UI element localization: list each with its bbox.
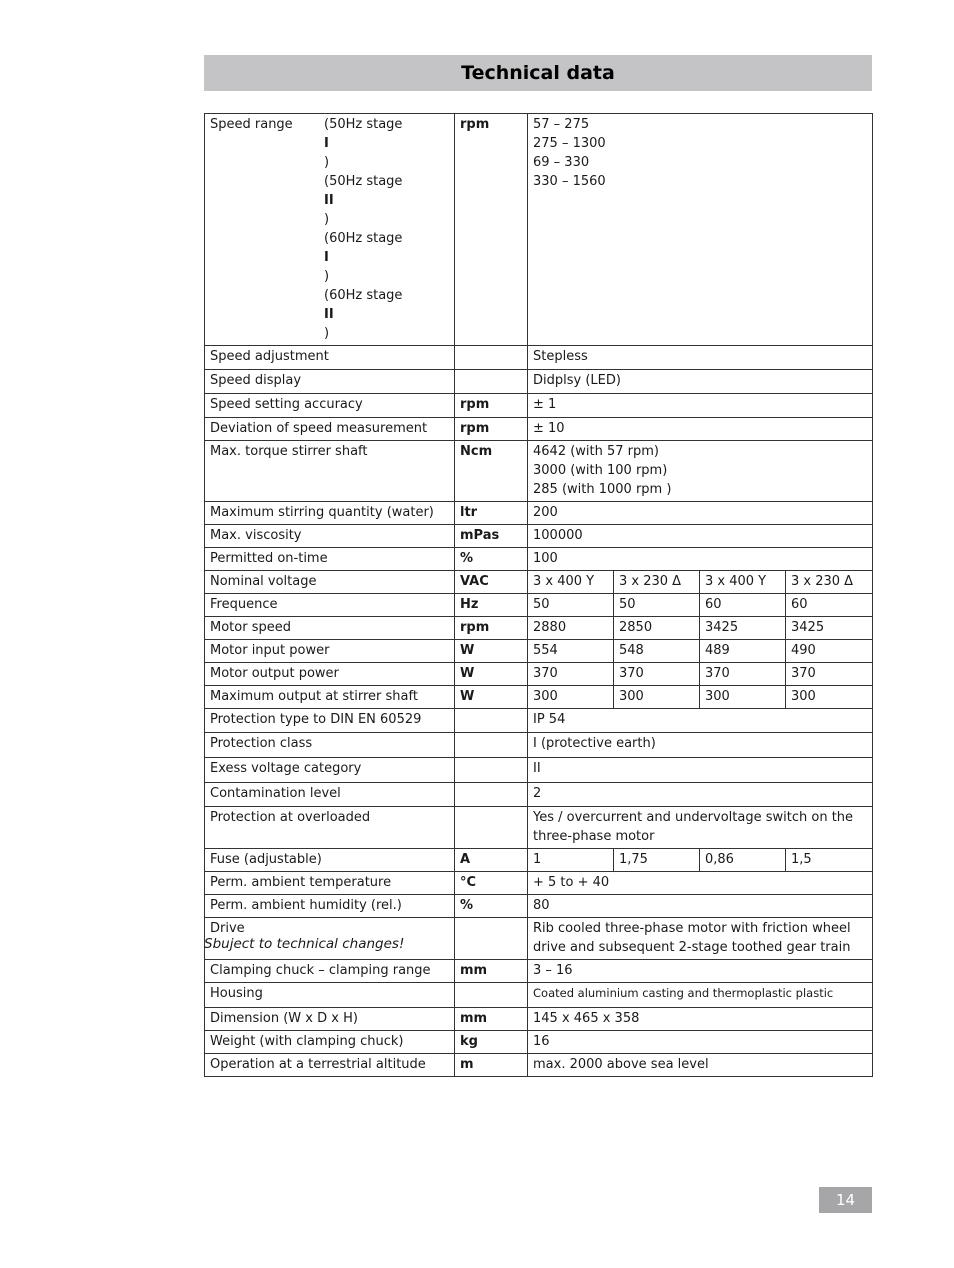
row-value: 1	[528, 849, 614, 872]
table-row	[205, 418, 873, 441]
row-unit	[455, 783, 528, 807]
row-unit: m	[455, 1054, 528, 1077]
row-unit: VAC	[455, 571, 528, 594]
table-row	[205, 783, 873, 807]
table-row	[205, 594, 873, 617]
table-row	[205, 548, 873, 571]
row-unit	[455, 370, 528, 394]
row-value: 80	[528, 895, 873, 918]
footnote: Sbuject to technical changes!	[204, 936, 405, 952]
row-label: Motor output power	[205, 663, 455, 686]
row-value: 100000	[528, 525, 873, 548]
row-value: ± 10	[528, 418, 873, 441]
table-row	[205, 1008, 873, 1031]
row-label	[205, 114, 455, 346]
table-row	[205, 525, 873, 548]
row-unit	[455, 709, 528, 733]
row-unit: Hz	[455, 594, 528, 617]
row-value: 490	[786, 640, 873, 663]
row-unit: W	[455, 686, 528, 709]
row-unit: ltr	[455, 502, 528, 525]
row-unit: Ncm	[455, 441, 528, 502]
table-row	[205, 686, 873, 709]
row-unit	[455, 918, 528, 960]
row-label: Max. torque stirrer shaft	[205, 441, 455, 502]
table-row	[205, 663, 873, 686]
row-value: 2880	[528, 617, 614, 640]
row-label: Perm. ambient temperature	[205, 872, 455, 895]
row-value: 300	[700, 686, 786, 709]
row-unit: W	[455, 663, 528, 686]
row-unit: A	[455, 849, 528, 872]
table-row	[205, 346, 873, 370]
table-row	[205, 849, 873, 872]
row-value: Coated aluminium casting and thermoplastic plastic	[528, 983, 873, 1008]
table-row	[205, 441, 873, 502]
row-value: 3 x 400 Y	[528, 571, 614, 594]
table-row	[205, 370, 873, 394]
row-unit: rpm	[455, 394, 528, 418]
row-label: Frequence	[205, 594, 455, 617]
page-number: 14	[819, 1187, 872, 1213]
row-unit	[455, 758, 528, 783]
row-label: Housing	[205, 983, 455, 1008]
row-value: ± 1	[528, 394, 873, 418]
row-label: Clamping chuck – clamping range	[205, 960, 455, 983]
table-row	[205, 872, 873, 895]
speed-range-label: Speed range	[210, 117, 293, 132]
row-value: 489	[700, 640, 786, 663]
row-value: 300	[786, 686, 873, 709]
row-unit: rpm	[455, 617, 528, 640]
table-row	[205, 640, 873, 663]
row-value: 16	[528, 1031, 873, 1054]
row-unit: W	[455, 640, 528, 663]
row-value: 200	[528, 502, 873, 525]
row-value: 548	[614, 640, 700, 663]
row-value: Didplsy (LED)	[528, 370, 873, 394]
row-value: 3 x 230 Δ	[614, 571, 700, 594]
speed-stages: (50Hz stage I ) (50Hz stage II ) (60Hz stage I ) (60Hz stage II )	[324, 117, 403, 341]
row-value: 1,75	[614, 849, 700, 872]
row-value: 3425	[786, 617, 873, 640]
row-value: IP 54	[528, 709, 873, 733]
page-title: Technical data	[461, 62, 615, 84]
row-label: Protection type to DIN EN 60529	[205, 709, 455, 733]
title-bar	[204, 55, 872, 91]
row-value: I (protective earth)	[528, 733, 873, 758]
row-value: 60	[786, 594, 873, 617]
row-unit	[455, 346, 528, 370]
row-value: 50	[528, 594, 614, 617]
row-label: Perm. ambient humidity (rel.)	[205, 895, 455, 918]
row-value: 554	[528, 640, 614, 663]
row-label: Operation at a terrestrial altitude	[205, 1054, 455, 1077]
row-value: 2	[528, 783, 873, 807]
table-row	[205, 733, 873, 758]
row-label: Contamination level	[205, 783, 455, 807]
table-row	[205, 758, 873, 783]
row-value: Rib cooled three-phase motor with friction wheel drive and subsequent 2-stage toothed gear train	[528, 918, 873, 960]
row-unit	[455, 733, 528, 758]
row-value: 0,86	[700, 849, 786, 872]
row-unit: %	[455, 548, 528, 571]
row-value: 3 x 400 Y	[700, 571, 786, 594]
row-unit: mm	[455, 960, 528, 983]
row-value: 300	[614, 686, 700, 709]
row-value: 60	[700, 594, 786, 617]
row-unit: °C	[455, 872, 528, 895]
row-value: 3425	[700, 617, 786, 640]
row-value: 100	[528, 548, 873, 571]
table-row	[205, 983, 873, 1008]
table-row	[205, 114, 873, 346]
row-label: Protection at overloaded	[205, 807, 455, 849]
row-label: Weight (with clamping chuck)	[205, 1031, 455, 1054]
table-row	[205, 807, 873, 849]
row-label: Deviation of speed measurement	[205, 418, 455, 441]
row-value: 50	[614, 594, 700, 617]
row-unit: rpm	[455, 418, 528, 441]
row-value: 370	[786, 663, 873, 686]
row-unit	[455, 807, 528, 849]
row-label: Exess voltage category	[205, 758, 455, 783]
row-unit: mm	[455, 1008, 528, 1031]
table-row	[205, 502, 873, 525]
row-value: 1,5	[786, 849, 873, 872]
row-label: Motor speed	[205, 617, 455, 640]
row-value: 145 x 465 x 358	[528, 1008, 873, 1031]
row-label: Maximum stirring quantity (water)	[205, 502, 455, 525]
table-row	[205, 709, 873, 733]
table-row	[205, 960, 873, 983]
table-row	[205, 571, 873, 594]
row-value: 370	[700, 663, 786, 686]
row-label: Fuse (adjustable)	[205, 849, 455, 872]
row-value: 300	[528, 686, 614, 709]
row-value: 2850	[614, 617, 700, 640]
row-label: Permitted on-time	[205, 548, 455, 571]
row-label: Speed adjustment	[205, 346, 455, 370]
row-label: Drive	[205, 918, 455, 960]
table-row	[205, 1054, 873, 1077]
row-unit	[455, 983, 528, 1008]
technical-data-table	[204, 113, 873, 1077]
row-value: Yes / overcurrent and undervoltage switch on the three-phase motor	[528, 807, 873, 849]
row-label: Maximum output at stirrer shaft	[205, 686, 455, 709]
row-label: Motor input power	[205, 640, 455, 663]
row-unit: rpm	[455, 114, 528, 346]
row-label: Dimension (W x D x H)	[205, 1008, 455, 1031]
row-label: Max. viscosity	[205, 525, 455, 548]
row-value: 370	[614, 663, 700, 686]
row-value: + 5 to + 40	[528, 872, 873, 895]
row-unit: kg	[455, 1031, 528, 1054]
row-value: 3 x 230 Δ	[786, 571, 873, 594]
row-value: II	[528, 758, 873, 783]
table-row	[205, 895, 873, 918]
row-value: Stepless	[528, 346, 873, 370]
row-label: Speed display	[205, 370, 455, 394]
row-value: max. 2000 above sea level	[528, 1054, 873, 1077]
row-label: Protection class	[205, 733, 455, 758]
table-row	[205, 1031, 873, 1054]
row-value: 4642 (with 57 rpm) 3000 (with 100 rpm) 285 (with 1000 rpm )	[528, 441, 873, 502]
table-row	[205, 617, 873, 640]
row-value: 57 – 275 275 – 1300 69 – 330 330 – 1560	[528, 114, 873, 346]
row-label: Speed setting accuracy	[205, 394, 455, 418]
row-value: 370	[528, 663, 614, 686]
row-unit: mPas	[455, 525, 528, 548]
row-label: Nominal voltage	[205, 571, 455, 594]
row-value: 3 – 16	[528, 960, 873, 983]
row-unit: %	[455, 895, 528, 918]
table-row	[205, 394, 873, 418]
